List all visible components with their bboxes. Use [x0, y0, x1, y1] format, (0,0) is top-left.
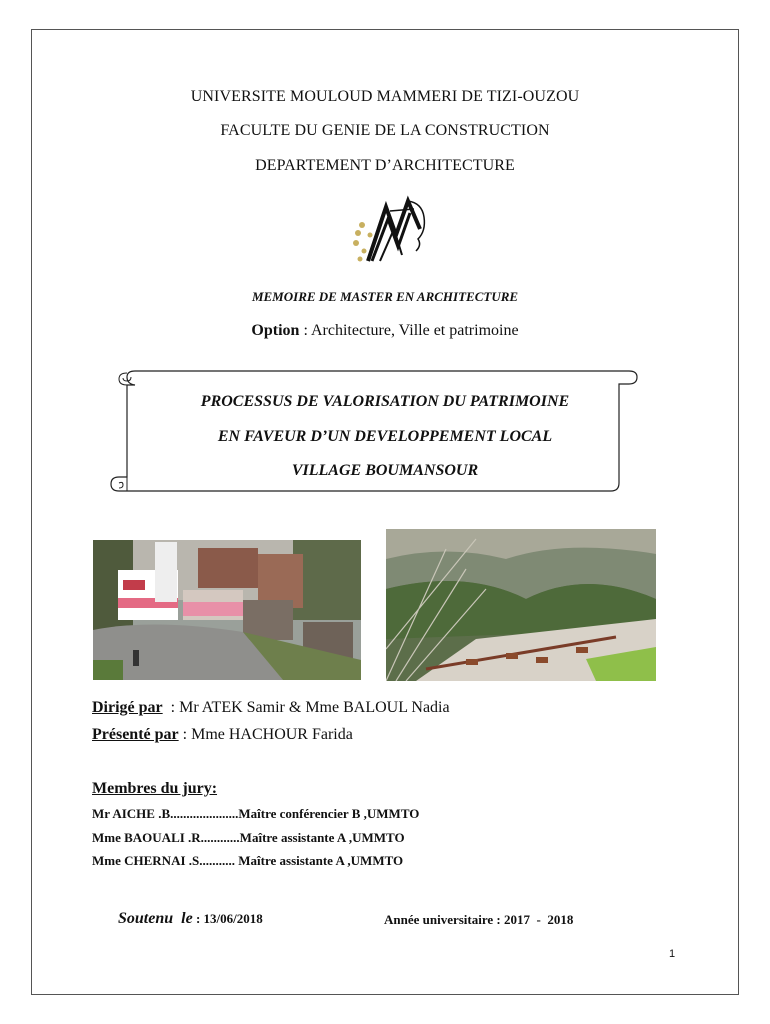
faculty-name: FACULTE DU GENIE DE LA CONSTRUCTION	[220, 122, 550, 139]
memoire-title: MEMOIRE DE MASTER EN ARCHITECTURE	[251, 289, 519, 304]
village-street-photo	[93, 540, 361, 685]
ummto-logo-icon	[350, 195, 430, 272]
option-line	[0, 322, 770, 340]
title-line-1: PROCESSUS DE VALORISATION DU PATRIMOINE	[200, 393, 570, 410]
directed-by-value: : Mr ATEK Samir & Mme BALOUL Nadia	[162, 699, 450, 716]
university-name: UNIVERSITE MOULOUD MAMMERI DE TIZI-OUZOU	[190, 88, 580, 105]
jury-member: Mr AICHE .B.....................Maître conférencier B ,UMMTO	[92, 806, 420, 821]
directed-by-label: Dirigé par	[92, 699, 163, 716]
jury-member: Mme BAOUALI .R............Maître assistante A ,UMMTO	[92, 830, 405, 845]
title-line-2: EN FAVEUR D’UN DEVELOPPEMENT LOCAL	[217, 428, 553, 445]
page-number: 1	[669, 948, 676, 960]
presented-by-line	[92, 726, 353, 744]
jury-heading: Membres du jury:	[92, 780, 218, 797]
presented-by-value: : Mme HACHOUR Farida	[178, 726, 353, 743]
directed-by-line	[92, 699, 450, 717]
defense-label: Soutenu le	[118, 910, 193, 927]
defense-value: : 13/06/2018	[192, 911, 263, 926]
defense-date	[118, 910, 263, 928]
title-line-3: VILLAGE BOUMANSOUR	[291, 462, 479, 479]
option-label: Option	[251, 322, 300, 339]
option-value: : Architecture, Ville et patrimoine	[299, 322, 519, 339]
mountain-terrace-photo	[386, 529, 656, 686]
presented-by-label: Présenté par	[92, 726, 179, 743]
jury-member: Mme CHERNAI .S........... Maître assistante A ,UMMTO	[92, 853, 404, 868]
department-name: DEPARTEMENT D’ARCHITECTURE	[255, 157, 515, 174]
academic-year: Année universitaire : 2017 - 2018	[384, 912, 574, 927]
